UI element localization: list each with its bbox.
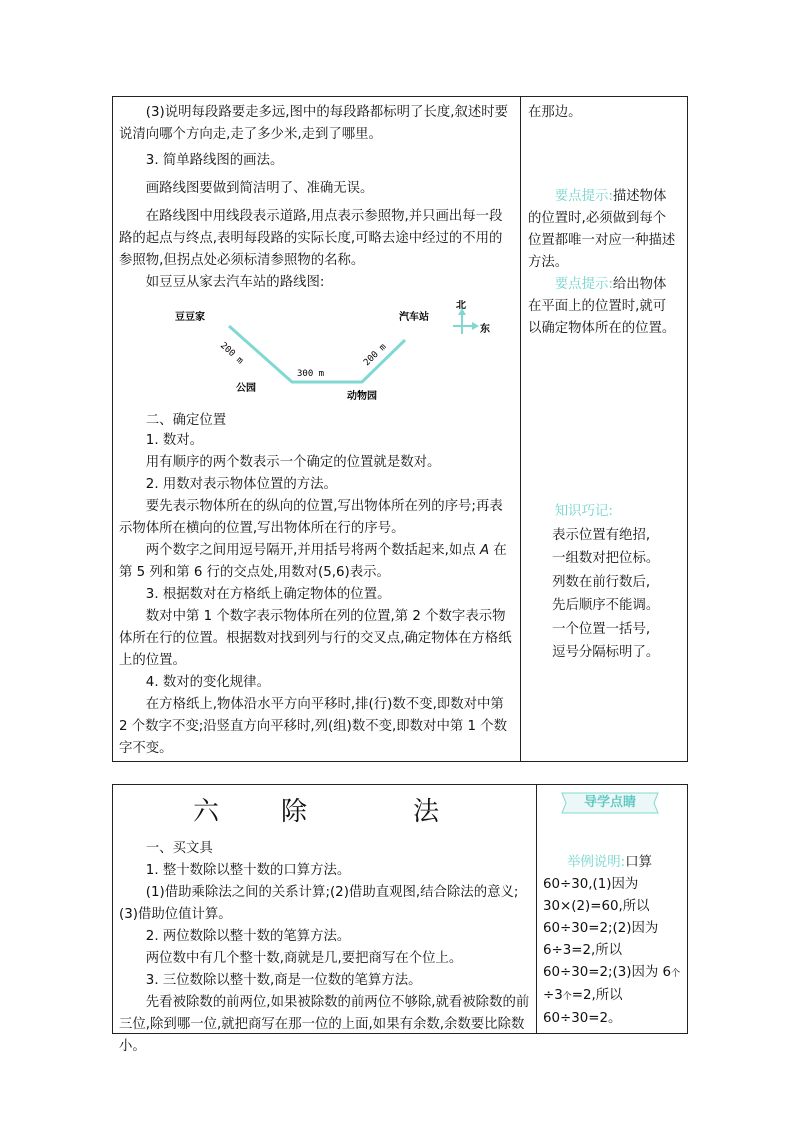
example-line-5: 6÷3=2,所以: [543, 943, 623, 958]
tip2-label: 要点提示:: [554, 277, 613, 292]
unit-ge-1: 个: [671, 969, 681, 979]
tip1: [528, 186, 678, 274]
heading-route-drawing: 3. 简单路线图的画法。: [145, 153, 284, 168]
example-line-7: [543, 985, 683, 1008]
section1-main: [119, 102, 514, 760]
heading-locate: 二、确定位置: [145, 413, 227, 428]
section2-main: [119, 788, 531, 1058]
example-line-4: 60÷30=2;(2)因为: [543, 921, 659, 936]
guide-banner: [558, 791, 662, 815]
para-drawing-rule: 画路线图要做到简洁明了、准确无误。: [145, 181, 374, 196]
section2-side: [543, 852, 683, 1030]
section2-divider: [536, 784, 537, 1034]
para-two-digit: 两位数中有几个整十数,商就是几,要把商写在个位上。: [145, 951, 463, 966]
route-map: [119, 300, 514, 412]
example-label: 举例说明:: [567, 855, 626, 870]
map-dist-2: 300 m: [297, 369, 325, 379]
section1-divider: [520, 96, 521, 762]
para-map-intro: 如豆豆从家去汽车站的路线图:: [145, 275, 325, 290]
route-map-svg: [119, 300, 514, 412]
tip2-text: 给出物体在平面上的位置时,就可以确定物体所在的位置。: [528, 277, 676, 336]
chapter-title: 六 除 法: [192, 797, 457, 827]
map-label-home: 豆豆家: [175, 312, 205, 323]
section1-side-tips: [528, 186, 678, 340]
side-continuation: 在那边。: [528, 105, 582, 120]
banner-label: 导学点睛: [583, 795, 636, 810]
example-line-1: [543, 852, 683, 874]
pair-example-text-1: 两个数字之间用逗号隔开,并用括号将两个数括起来,如点: [145, 543, 480, 558]
example-text-1: 口算: [625, 855, 652, 870]
example-text-7b: =2,所以: [571, 988, 623, 1003]
map-dist-1: 200 m: [217, 340, 245, 367]
para-drawing-method: 在路线图中用线段表示道路,用点表示参照物,并只画出每一段路的起点与终点,表明每段路的实际长度,可略去途中经过的不用的参照物,但拐点处必须标清参照物的名称。: [119, 209, 503, 268]
map-label-park: 公园: [236, 383, 256, 394]
para-three-digit: 先看被除数的前两位,如果被除数的前两位不够除,就看被除数的前三位,除到哪一位,就把商写在那一位的上面,如果有余数,余数要比除数小。: [119, 995, 530, 1054]
para-grid-locate: 数对中第 1 个数字表示物体所在列的位置,第 2 个数字表示物体所在行的位置。根据数对找到列与行的交叉点,确定物体在方格纸上的位置。: [119, 609, 512, 668]
example-line-2: 60÷30,(1)因为: [543, 877, 639, 892]
example-text-6: 60÷30=2;(3)因为 6: [543, 965, 672, 980]
section1-side-memo: [528, 500, 678, 665]
pair-example-text-2: 在第 5 列和第 6 行的交点处,用数对(5,6)表示。: [119, 543, 507, 580]
memo-line-6: 逗号分隔标明了。: [552, 645, 660, 660]
memo-line-3: 列数在前行数后,: [552, 574, 651, 590]
heading-number-pair: 1. 数对。: [145, 433, 204, 448]
compass: [453, 308, 479, 334]
heading-grid-locate: 3. 根据数对在方格纸上确定物体的位置。: [145, 587, 391, 602]
heading-two-digit: 2. 两位数除以整十数的笔算方法。: [145, 929, 351, 944]
map-dist-3: 200 m: [362, 342, 389, 369]
para-pair-example: [119, 540, 514, 584]
unit-ge-2: 个: [562, 992, 572, 1002]
heading-pair-change: 4. 数对的变化规律。: [145, 675, 270, 690]
map-label-east: 东: [480, 324, 490, 335]
para-pair-change: 在方格纸上,物体沿水平方向平移时,排(行)数不变,即数对中第 2 个数字不变;沿竖直方向平移时,列(组)数不变,即数对中第 1 个数字不变。: [119, 697, 508, 756]
tip1-text: 描述物体的位置时,必须做到每个位置都唯一对应一种描述方法。: [528, 189, 676, 270]
memo-line-4: 先后顺序不能调。: [552, 598, 660, 613]
heading-three-digit: 3. 三位数除以整十数,商是一位数的笔算方法。: [145, 973, 422, 988]
para-number-pair-def: 用有顺序的两个数表示一个确定的位置就是数对。: [145, 455, 441, 470]
map-label-north: 北: [456, 300, 466, 311]
memo-line-1: 表示位置有绝招,: [552, 527, 651, 543]
heading-pair-method: 2. 用数对表示物体位置的方法。: [145, 477, 337, 492]
para-route-desc: (3)说明每段路要走多远,图中的每段路都标明了长度,叙述时要说清向哪个方向走,走了多少米,走到了哪里。: [119, 105, 509, 142]
map-label-station: 汽车站: [399, 312, 429, 323]
example-line-6: [543, 962, 683, 985]
heading-buy-stationery: 一、买文具: [145, 841, 213, 856]
point-a-label: A: [479, 543, 490, 558]
tip2: [528, 274, 678, 340]
memo-label: 知识巧记:: [554, 504, 613, 519]
example-line-3: 30×(2)=60,所以: [543, 899, 650, 914]
memo-line-5: 一个位置一括号,: [552, 621, 651, 637]
heading-oral-division: 1. 整十数除以整十数的口算方法。: [145, 863, 351, 878]
tip1-label: 要点提示:: [554, 189, 613, 204]
example-text-7a: ÷3: [543, 988, 563, 1003]
example-line-8: 60÷30=2。: [543, 1011, 622, 1026]
memo-line-2: 一组数对把位标。: [552, 551, 660, 566]
para-oral-division: (1)借助乘除法之间的关系计算;(2)借助直观图,结合除法的意义;(3)借助位值计算。: [119, 885, 519, 922]
para-pair-method: 要先表示物体所在的纵向的位置,写出物体所在列的序号;再表示物体所在横向的位置,写出物体所在行的序号。: [119, 499, 503, 536]
map-label-zoo: 动物园: [347, 391, 377, 402]
section1-side-top: [528, 102, 678, 124]
